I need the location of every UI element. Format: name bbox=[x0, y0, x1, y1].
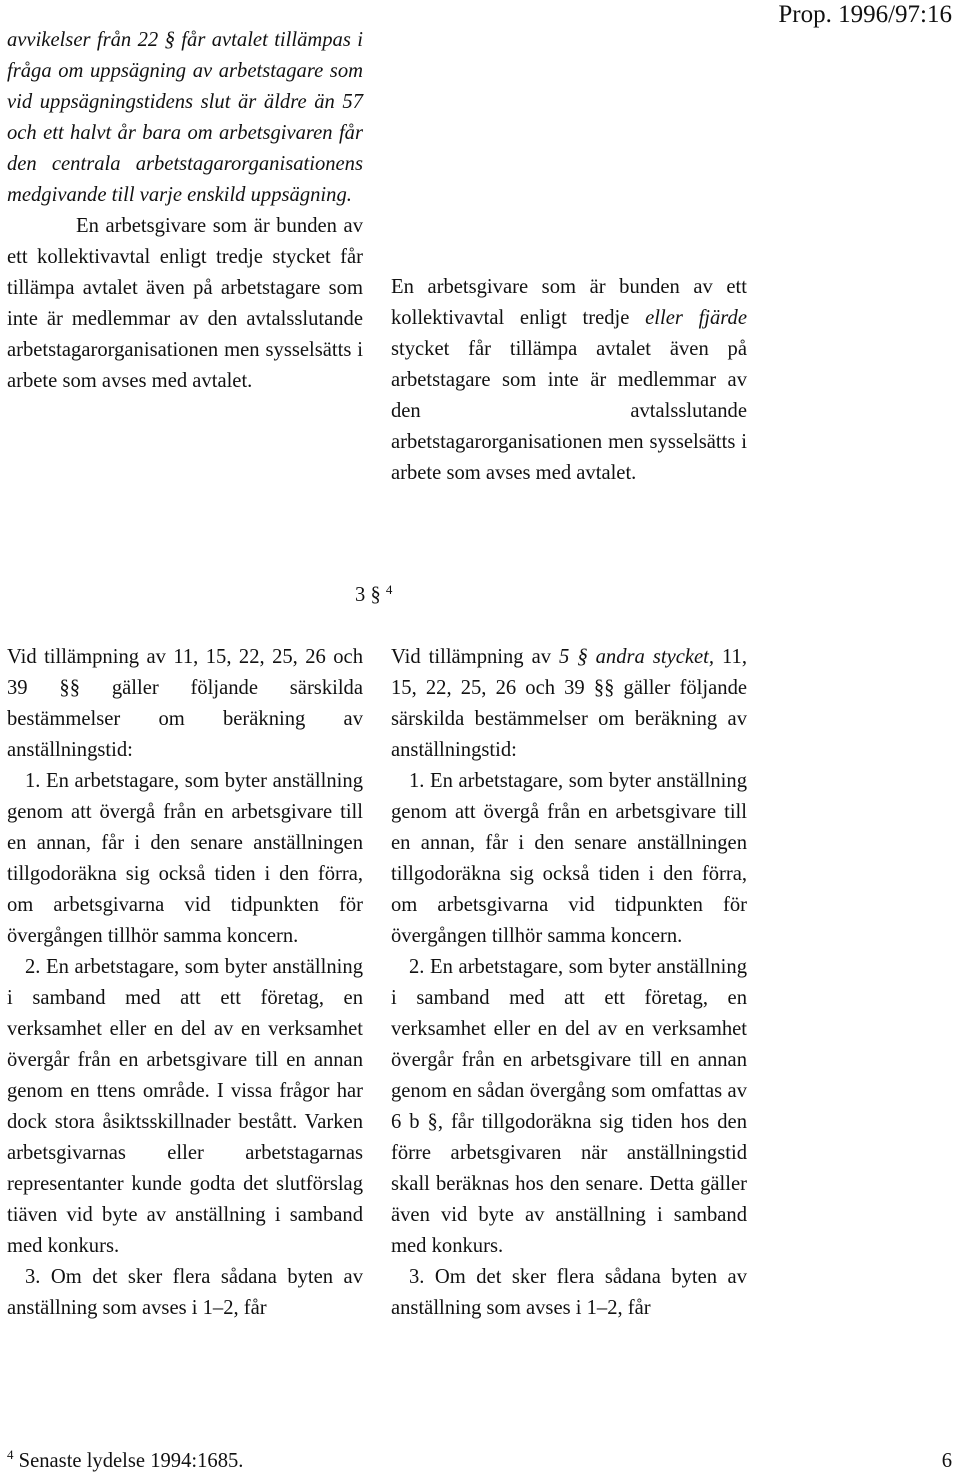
current-law-paragraph: avvikelser från 22 § får avtalet tillämpas i fråga om uppsägning av arbetstagare som vid uppsägningstidens slut är äldre än 57 och ett halvt år bara om arbetsgivaren får den centrala arbetstagarorganisationens medgivande till varje enskild uppsägning. bbox=[7, 29, 363, 206]
proposed-law-paragraph bbox=[391, 272, 747, 489]
top-left-column bbox=[7, 25, 363, 397]
bottom-right-column bbox=[391, 642, 747, 1324]
current-law-paragraph-2: En arbetsgivare som är bunden av ett kollektivavtal enligt tredje stycket får tillämpa avtalet även på arbetstagare som inte är medlemmar av den avtalsslutande arbetstagarorganisationen men sysselsätts i arbete som avses med avtalet. bbox=[7, 215, 363, 392]
list-item-1: 1. En arbetstagare, som byter anställning genom att övergå från en arbetsgivare till en annan, får i den senare anställningen tillgodoräkna sig också tiden i den förra, om arbetsgivarna vid tidpunkten för övergången tillhör samma koncern. bbox=[7, 770, 363, 947]
text-span: En arbetsgivare som är bunden av ett kollektivavtal enligt tredje bbox=[391, 276, 747, 329]
list-item-2: 2. En arbetstagare, som byter anställning i samband med att ett företag, en verksamhet eller en del av en verksamhet övergår från en arbetsgivare till en annan genom en ttens område. I vissa frågor har dock stora åsiktsskillnader bestått. Varken arbetsgivarnas eller arbetstagarnas representanter kunde godta det slutförslag tiäven vid byte av anställning i samband med konkurs. bbox=[7, 956, 363, 1257]
section-label: 3 § bbox=[355, 584, 381, 606]
top-right-column bbox=[391, 272, 747, 489]
list-item-3: 3. Om det sker flera sådana byten av anställning som avses i 1–2, får bbox=[391, 1266, 747, 1319]
footnote bbox=[7, 1447, 243, 1475]
bottom-left-column bbox=[7, 642, 363, 1324]
proposition-reference: Prop. 1996/97:16 bbox=[778, 1, 952, 28]
section-intro bbox=[391, 642, 747, 766]
list-item-2: 2. En arbetstagare, som byter anställning i samband med att ett företag, en verksamhet eller en del av en verksamhet övergår från en arbetsgivare till en annan genom en sådan övergång som omfattas av 6 b §, får tillgodoräkna sig tiden hos den förre arbetsgivaren när anställningstid skall beräknas hos den senare. Detta gäller även vid byte av anställning i samband med konkurs. bbox=[391, 956, 747, 1257]
footnote-marker: 4 bbox=[7, 1447, 14, 1462]
text-span: Vid tillämpning av bbox=[391, 646, 560, 668]
section-intro: Vid tillämpning av 11, 15, 22, 25, 26 och 39 §§ gäller följande särskilda bestämmelser om beräkning av anställningstid: bbox=[7, 646, 363, 761]
list-item-1: 1. En arbetstagare, som byter anställning genom att övergå från en arbetsgivare till en annan, får i den senare anställningen tillgodoräkna sig också tiden i den förra, om arbetsgivarna vid tidpunkten för övergången tillhör samma koncern. bbox=[391, 770, 747, 947]
footnote-text: Senaste lydelse 1994:1685. bbox=[18, 1450, 244, 1472]
amendment-italic: eller fjärde bbox=[645, 307, 747, 329]
page-number: 6 bbox=[941, 1450, 952, 1472]
text-span: 11, 15, 22, 25, 26 och 39 §§ gäller följande särskilda bestämmelser om beräkning av anställningstid: bbox=[391, 646, 747, 761]
list-item-3: 3. Om det sker flera sådana byten av anställning som avses i 1–2, får bbox=[7, 1266, 363, 1319]
footnote-reference: 4 bbox=[385, 582, 393, 597]
amendment-italic: 5 § andra stycket, bbox=[559, 646, 715, 668]
section-heading bbox=[355, 580, 392, 611]
text-span: stycket får tillämpa avtalet även på arbetstagare som inte är medlemmar av den avtalsslutande arbetstagarorganisationen men sysselsätts i arbete som avses med avtalet. bbox=[391, 338, 747, 484]
